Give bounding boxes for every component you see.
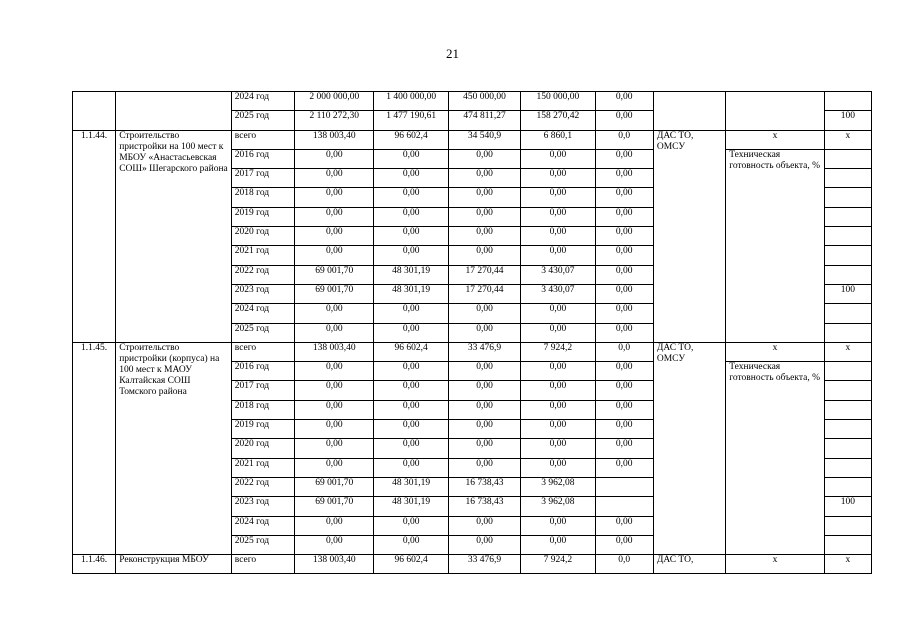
page-number: 21 bbox=[446, 46, 459, 61]
amount-cell-4: 0,00 bbox=[521, 169, 595, 188]
amount-cell-1: 0,00 bbox=[295, 246, 374, 265]
amount-cell-3: 0,00 bbox=[448, 420, 520, 439]
amount-cell-3: 16 738,43 bbox=[448, 497, 520, 516]
amount-cell-1: 0,00 bbox=[295, 458, 374, 477]
item-name-cell bbox=[116, 92, 232, 131]
amount-cell-3: 450 000,00 bbox=[448, 92, 520, 111]
amount-cell-1: 0,00 bbox=[295, 516, 374, 535]
table-row bbox=[73, 342, 872, 361]
item-number-cell: 1.1.44. bbox=[73, 130, 116, 342]
indicator-cell: Техническая готовность объекта, % bbox=[726, 362, 824, 555]
amount-cell-4: 0,00 bbox=[521, 400, 595, 419]
amount-cell-4: 0,00 bbox=[521, 535, 595, 554]
amount-cell-2: 48 301,19 bbox=[374, 284, 448, 303]
amount-cell-3: 34 540,9 bbox=[448, 130, 520, 149]
amount-cell-5: 0,0 bbox=[595, 555, 653, 574]
target-value-cell bbox=[824, 439, 871, 458]
amount-cell-3: 0,00 bbox=[448, 458, 520, 477]
item-name-cell: Строительство пристройки на 100 мест к МБОУ «Анастасьевская СОШ» Шегарского района bbox=[116, 130, 232, 342]
year-cell: 2021 год bbox=[231, 246, 294, 265]
item-number-cell: 1.1.45. bbox=[73, 342, 116, 554]
amount-cell-1: 138 003,40 bbox=[295, 342, 374, 361]
amount-cell-5: 0,00 bbox=[595, 188, 653, 207]
amount-cell-5: 0,00 bbox=[595, 439, 653, 458]
amount-cell-3: 17 270,44 bbox=[448, 265, 520, 284]
target-value-cell bbox=[824, 207, 871, 226]
year-cell: 2022 год bbox=[231, 265, 294, 284]
target-value-cell: 100 bbox=[824, 284, 871, 303]
amount-cell-1: 138 003,40 bbox=[295, 555, 374, 574]
amount-cell-4: 158 270,42 bbox=[521, 111, 595, 130]
amount-cell-3: 0,00 bbox=[448, 207, 520, 226]
amount-cell-4: 150 000,00 bbox=[521, 92, 595, 111]
amount-cell-3: 0,00 bbox=[448, 535, 520, 554]
year-cell: 2024 год bbox=[231, 304, 294, 323]
amount-cell-2: 1 477 190,61 bbox=[374, 111, 448, 130]
amount-cell-2: 0,00 bbox=[374, 381, 448, 400]
amount-cell-4: 7 924,2 bbox=[521, 555, 595, 574]
item-name-cell: Строительство пристройки (корпуса) на 100 мест к МАОУ Калтайская СОШ Томского района bbox=[116, 342, 232, 554]
year-cell: 2016 год bbox=[231, 149, 294, 168]
year-cell: 2017 год bbox=[231, 381, 294, 400]
amount-cell-2: 0,00 bbox=[374, 207, 448, 226]
amount-cell-1: 0,00 bbox=[295, 149, 374, 168]
target-value-cell: х bbox=[824, 342, 871, 361]
amount-cell-3: 0,00 bbox=[448, 169, 520, 188]
item-number-cell: 1.1.46. bbox=[73, 555, 116, 574]
year-cell: 2016 год bbox=[231, 362, 294, 381]
target-value-cell bbox=[824, 516, 871, 535]
amount-cell-1: 0,00 bbox=[295, 169, 374, 188]
amount-cell-4: 0,00 bbox=[521, 227, 595, 246]
amount-cell-5: 0,00 bbox=[595, 111, 653, 130]
amount-cell-4: 0,00 bbox=[521, 188, 595, 207]
amount-cell-2: 96 602,4 bbox=[374, 555, 448, 574]
amount-cell-4: 3 430,07 bbox=[521, 284, 595, 303]
target-value-cell bbox=[824, 227, 871, 246]
amount-cell-1: 0,00 bbox=[295, 381, 374, 400]
executor-cell: ДАС ТО, ОМСУ bbox=[653, 342, 725, 554]
amount-cell-4: 0,00 bbox=[521, 246, 595, 265]
amount-cell-5: 0,00 bbox=[595, 420, 653, 439]
indicator-header-cell: х bbox=[726, 130, 824, 149]
amount-cell-1: 69 001,70 bbox=[295, 477, 374, 496]
target-value-cell bbox=[824, 246, 871, 265]
amount-cell-1: 0,00 bbox=[295, 420, 374, 439]
amount-cell-3: 0,00 bbox=[448, 227, 520, 246]
amount-cell-3: 0,00 bbox=[448, 516, 520, 535]
year-cell: 2019 год bbox=[231, 420, 294, 439]
amount-cell-3: 474 811,27 bbox=[448, 111, 520, 130]
amount-cell-2: 1 400 000,00 bbox=[374, 92, 448, 111]
year-cell: 2018 год bbox=[231, 188, 294, 207]
amount-cell-4: 3 962,08 bbox=[521, 477, 595, 496]
target-value-cell bbox=[824, 304, 871, 323]
year-cell: 2024 год bbox=[231, 92, 294, 111]
amount-cell-5: 0,00 bbox=[595, 381, 653, 400]
year-cell: всего bbox=[231, 555, 294, 574]
target-value-cell: 100 bbox=[824, 111, 871, 130]
amount-cell-1: 0,00 bbox=[295, 207, 374, 226]
year-cell: 2019 год bbox=[231, 207, 294, 226]
amount-cell-3: 0,00 bbox=[448, 323, 520, 342]
target-value-cell bbox=[824, 149, 871, 168]
amount-cell-2: 0,00 bbox=[374, 420, 448, 439]
target-value-cell bbox=[824, 265, 871, 284]
program-table bbox=[72, 91, 872, 574]
amount-cell-4: 0,00 bbox=[521, 381, 595, 400]
amount-cell-1: 2 110 272,30 bbox=[295, 111, 374, 130]
amount-cell-5: 0,00 bbox=[595, 284, 653, 303]
amount-cell-2: 96 602,4 bbox=[374, 342, 448, 361]
amount-cell-4: 6 860,1 bbox=[521, 130, 595, 149]
amount-cell-2: 0,00 bbox=[374, 362, 448, 381]
amount-cell-2: 0,00 bbox=[374, 458, 448, 477]
target-value-cell bbox=[824, 477, 871, 496]
amount-cell-3: 0,00 bbox=[448, 439, 520, 458]
amount-cell-2: 0,00 bbox=[374, 304, 448, 323]
target-value-cell bbox=[824, 92, 871, 111]
amount-cell-1: 138 003,40 bbox=[295, 130, 374, 149]
amount-cell-5: 0,00 bbox=[595, 207, 653, 226]
amount-cell-1: 0,00 bbox=[295, 439, 374, 458]
amount-cell-4: 0,00 bbox=[521, 304, 595, 323]
amount-cell-3: 33 476,9 bbox=[448, 342, 520, 361]
amount-cell-2: 0,00 bbox=[374, 169, 448, 188]
year-cell: 2021 год bbox=[231, 458, 294, 477]
amount-cell-2: 0,00 bbox=[374, 323, 448, 342]
amount-cell-2: 0,00 bbox=[374, 439, 448, 458]
year-cell: 2022 год bbox=[231, 477, 294, 496]
amount-cell-4: 3 962,08 bbox=[521, 497, 595, 516]
year-cell: 2020 год bbox=[231, 439, 294, 458]
amount-cell-2: 0,00 bbox=[374, 246, 448, 265]
amount-cell-5: 0,00 bbox=[595, 149, 653, 168]
indicator-cell bbox=[726, 92, 824, 131]
year-cell: 2025 год bbox=[231, 111, 294, 130]
executor-cell bbox=[653, 92, 725, 131]
amount-cell-4: 0,00 bbox=[521, 439, 595, 458]
amount-cell-2: 0,00 bbox=[374, 188, 448, 207]
amount-cell-3: 0,00 bbox=[448, 304, 520, 323]
amount-cell-5: 0,0 bbox=[595, 342, 653, 361]
amount-cell-2: 48 301,19 bbox=[374, 497, 448, 516]
amount-cell-5: 0,00 bbox=[595, 169, 653, 188]
amount-cell-3: 0,00 bbox=[448, 362, 520, 381]
target-value-cell: х bbox=[824, 130, 871, 149]
year-cell: 2025 год bbox=[231, 535, 294, 554]
amount-cell-3: 33 476,9 bbox=[448, 555, 520, 574]
item-name-cell: Реконструкция МБОУ bbox=[116, 555, 232, 574]
amount-cell-1: 0,00 bbox=[295, 400, 374, 419]
amount-cell-2: 0,00 bbox=[374, 535, 448, 554]
target-value-cell: 100 bbox=[824, 497, 871, 516]
target-value-cell bbox=[824, 188, 871, 207]
indicator-cell: Техническая готовность объекта, % bbox=[726, 149, 824, 342]
amount-cell-3: 0,00 bbox=[448, 246, 520, 265]
year-cell: всего bbox=[231, 342, 294, 361]
amount-cell-1: 69 001,70 bbox=[295, 284, 374, 303]
amount-cell-5: 0,00 bbox=[595, 535, 653, 554]
amount-cell-5: 0,00 bbox=[595, 92, 653, 111]
amount-cell-5 bbox=[595, 477, 653, 496]
amount-cell-4: 0,00 bbox=[521, 149, 595, 168]
amount-cell-5: 0,00 bbox=[595, 304, 653, 323]
amount-cell-4: 0,00 bbox=[521, 458, 595, 477]
amount-cell-2: 0,00 bbox=[374, 516, 448, 535]
amount-cell-4: 0,00 bbox=[521, 323, 595, 342]
year-cell: 2023 год bbox=[231, 497, 294, 516]
target-value-cell: х bbox=[824, 555, 871, 574]
target-value-cell bbox=[824, 362, 871, 381]
target-value-cell bbox=[824, 381, 871, 400]
amount-cell-1: 0,00 bbox=[295, 535, 374, 554]
amount-cell-5: 0,00 bbox=[595, 246, 653, 265]
amount-cell-2: 0,00 bbox=[374, 149, 448, 168]
year-cell: всего bbox=[231, 130, 294, 149]
amount-cell-5: 0,00 bbox=[595, 362, 653, 381]
amount-cell-4: 3 430,07 bbox=[521, 265, 595, 284]
amount-cell-1: 0,00 bbox=[295, 323, 374, 342]
amount-cell-3: 0,00 bbox=[448, 400, 520, 419]
amount-cell-3: 16 738,43 bbox=[448, 477, 520, 496]
amount-cell-1: 2 000 000,00 bbox=[295, 92, 374, 111]
amount-cell-5: 0,00 bbox=[595, 265, 653, 284]
indicator-header-cell: х bbox=[726, 342, 824, 361]
amount-cell-4: 7 924,2 bbox=[521, 342, 595, 361]
target-value-cell bbox=[824, 169, 871, 188]
amount-cell-2: 96 602,4 bbox=[374, 130, 448, 149]
table-body bbox=[73, 92, 872, 574]
target-value-cell bbox=[824, 420, 871, 439]
amount-cell-5: 0,0 bbox=[595, 130, 653, 149]
amount-cell-2: 48 301,19 bbox=[374, 265, 448, 284]
amount-cell-4: 0,00 bbox=[521, 420, 595, 439]
year-cell: 2017 год bbox=[231, 169, 294, 188]
year-cell: 2020 год bbox=[231, 227, 294, 246]
amount-cell-3: 0,00 bbox=[448, 381, 520, 400]
table-row bbox=[73, 555, 872, 574]
table-row bbox=[73, 92, 872, 111]
amount-cell-4: 0,00 bbox=[521, 516, 595, 535]
amount-cell-1: 0,00 bbox=[295, 227, 374, 246]
year-cell: 2025 год bbox=[231, 323, 294, 342]
executor-cell: ДАС ТО, bbox=[653, 555, 725, 574]
amount-cell-5 bbox=[595, 497, 653, 516]
year-cell: 2018 год bbox=[231, 400, 294, 419]
amount-cell-2: 0,00 bbox=[374, 227, 448, 246]
indicator-header-cell: х bbox=[726, 555, 824, 574]
amount-cell-1: 69 001,70 bbox=[295, 265, 374, 284]
amount-cell-5: 0,00 bbox=[595, 227, 653, 246]
year-cell: 2023 год bbox=[231, 284, 294, 303]
target-value-cell bbox=[824, 323, 871, 342]
amount-cell-3: 0,00 bbox=[448, 149, 520, 168]
item-number-cell bbox=[73, 92, 116, 131]
amount-cell-5: 0,00 bbox=[595, 400, 653, 419]
executor-cell: ДАС ТО, ОМСУ bbox=[653, 130, 725, 342]
amount-cell-1: 69 001,70 bbox=[295, 497, 374, 516]
amount-cell-3: 17 270,44 bbox=[448, 284, 520, 303]
year-cell: 2024 год bbox=[231, 516, 294, 535]
target-value-cell bbox=[824, 458, 871, 477]
amount-cell-1: 0,00 bbox=[295, 362, 374, 381]
amount-cell-1: 0,00 bbox=[295, 304, 374, 323]
amount-cell-5: 0,00 bbox=[595, 458, 653, 477]
amount-cell-2: 0,00 bbox=[374, 400, 448, 419]
amount-cell-4: 0,00 bbox=[521, 207, 595, 226]
amount-cell-5: 0,00 bbox=[595, 323, 653, 342]
table-row bbox=[73, 130, 872, 149]
target-value-cell bbox=[824, 400, 871, 419]
amount-cell-4: 0,00 bbox=[521, 362, 595, 381]
amount-cell-3: 0,00 bbox=[448, 188, 520, 207]
amount-cell-1: 0,00 bbox=[295, 188, 374, 207]
amount-cell-2: 48 301,19 bbox=[374, 477, 448, 496]
amount-cell-5: 0,00 bbox=[595, 516, 653, 535]
target-value-cell bbox=[824, 535, 871, 554]
